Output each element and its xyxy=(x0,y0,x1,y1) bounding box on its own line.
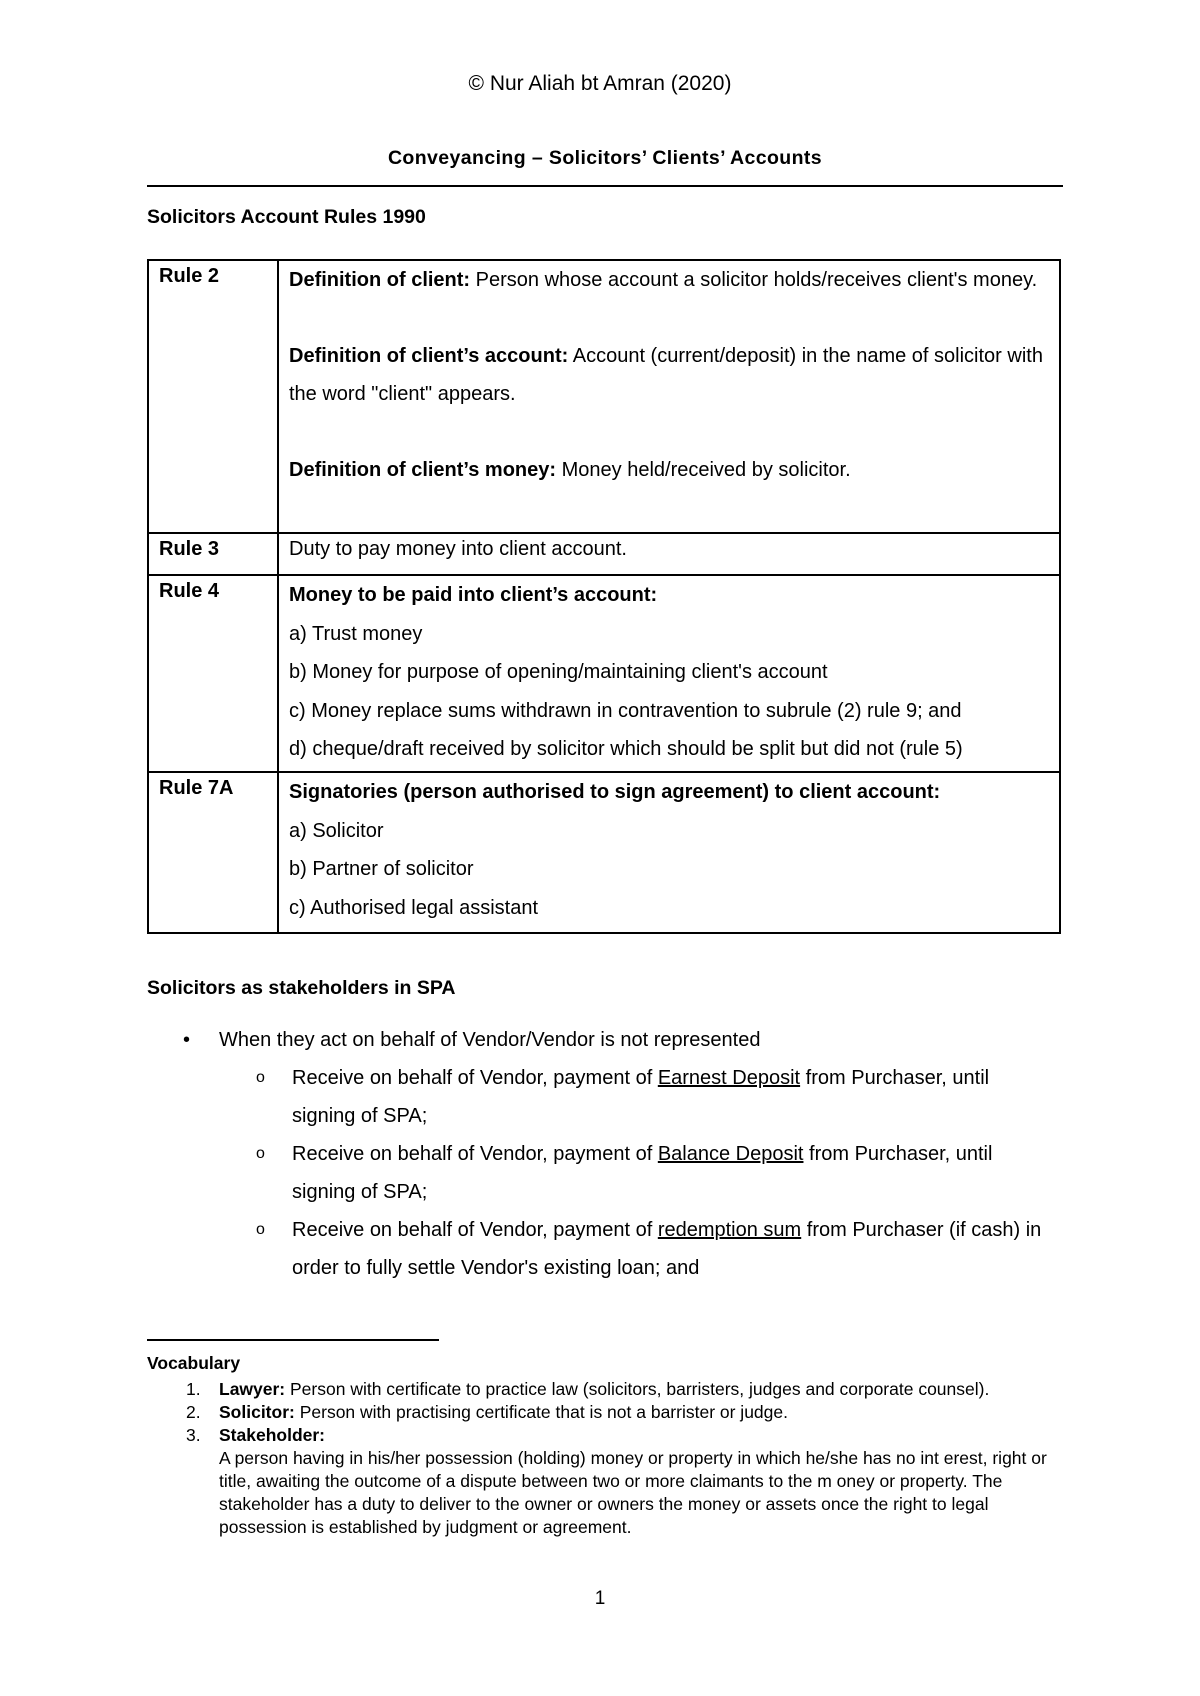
copyright-notice: © Nur Aliah bt Amran (2020) xyxy=(468,72,732,95)
list-item xyxy=(0,1378,1059,1401)
definition-client-account xyxy=(289,337,1053,413)
vocab-definition: Person with certificate to practice law (solicitors, barristers, judges and corporate counsel). xyxy=(285,1379,990,1399)
circle-bullet-icon: o xyxy=(256,1221,265,1238)
item-text: Receive on behalf of Vendor, payment of xyxy=(292,1143,658,1165)
definition-client xyxy=(289,261,1053,299)
list-item xyxy=(0,1059,1052,1135)
item-text: Receive on behalf of Vendor, payment of xyxy=(292,1219,658,1241)
vocabulary-title: Vocabulary xyxy=(147,1353,241,1373)
stakeholder-list xyxy=(0,1021,1052,1287)
vocab-term: Stakeholder: xyxy=(219,1425,325,1445)
vocab-term: Lawyer: xyxy=(219,1379,286,1399)
vocab-definition: A person having in his/her possession (holding) money or property in which he/she has no int erest, right or title, awaiting the outcome of a dispute between two or more claimants to the m oney or property. The stakeholder has a duty to deliver to the owner or owners the money or assets once the right to legal possession is established by judgment or agreement. xyxy=(219,1448,1047,1537)
vocabulary-list xyxy=(0,1378,1059,1539)
circle-bullet-icon: o xyxy=(256,1069,265,1086)
list-item: d) cheque/draft received by solicitor which should be split but did not (rule 5) xyxy=(289,738,963,760)
list-item: b) Partner of solicitor xyxy=(289,858,474,880)
rule-description: Duty to pay money into client account. xyxy=(278,533,1060,575)
definition-text: Person whose account a solicitor holds/receives client's money. xyxy=(470,269,1038,291)
list-item xyxy=(0,1021,1052,1059)
definition-text: Account (current/deposit) in the name of solicitor with the word "client" appears. xyxy=(289,345,1043,405)
list-item xyxy=(0,1424,1059,1539)
item-number: 3. xyxy=(186,1425,201,1445)
page-number: 1 xyxy=(594,1588,606,1609)
list-item: c) Money replace sums withdrawn in contravention to subrule (2) rule 9; and xyxy=(289,699,962,722)
definition-term: Definition of client’s money: xyxy=(289,459,557,481)
vocab-term: Solicitor: xyxy=(219,1402,295,1422)
list-item xyxy=(0,1135,1052,1211)
item-text: from Purchaser, until signing of SPA; xyxy=(292,1067,990,1127)
item-text: from Purchaser (if cash) in order to fully settle Vendor's existing loan; and xyxy=(292,1219,1042,1279)
rule-heading: Money to be paid into client’s account: xyxy=(289,584,658,606)
bullet-text: When they act on behalf of Vendor/Vendor is not represented xyxy=(219,1029,761,1051)
rule-description xyxy=(278,575,1060,772)
vocab-definition: Person with practising certificate that is not a barrister or judge. xyxy=(294,1402,788,1422)
item-number: 2. xyxy=(186,1402,201,1422)
list-item: c) Authorised legal assistant xyxy=(289,896,539,919)
list-item: a) Solicitor xyxy=(289,819,384,842)
rules-table xyxy=(147,259,1061,934)
footnote-divider xyxy=(147,1339,439,1341)
list-item xyxy=(0,1211,1052,1287)
title-divider xyxy=(147,185,1063,187)
page-title: Conveyancing – Solicitors’ Clients’ Accounts xyxy=(387,147,823,169)
rule-label: Rule 7A xyxy=(148,772,278,933)
list-item: b) Money for purpose of opening/maintaining client's account xyxy=(289,661,828,683)
rule-heading: Signatories (person authorised to sign agreement) to client account: xyxy=(289,781,941,803)
section-heading-stakeholders: Solicitors as stakeholders in SPA xyxy=(147,977,456,999)
table-row xyxy=(148,772,1060,933)
rule-label: Rule 2 xyxy=(148,260,278,533)
item-number: 1. xyxy=(186,1379,201,1399)
rule-description xyxy=(278,260,1060,533)
circle-bullet-icon: o xyxy=(256,1145,265,1162)
underlined-term: redemption sum xyxy=(657,1219,802,1241)
list-item: a) Trust money xyxy=(289,622,423,645)
item-text: from Purchaser, until signing of SPA; xyxy=(292,1143,993,1203)
item-text: Receive on behalf of Vendor, payment of xyxy=(292,1067,658,1089)
table-row xyxy=(148,260,1060,533)
rule-description xyxy=(278,772,1060,933)
definition-client-money xyxy=(289,451,1053,489)
definition-term: Definition of client: xyxy=(289,269,471,291)
underlined-term: Earnest Deposit xyxy=(657,1067,801,1089)
table-row xyxy=(148,533,1060,575)
bullet-icon: • xyxy=(183,1029,191,1051)
definition-text: Money held/received by solicitor. xyxy=(556,459,851,481)
table-row xyxy=(148,575,1060,772)
section-heading-account-rules: Solicitors Account Rules 1990 xyxy=(147,206,426,228)
definition-term: Definition of client’s account: xyxy=(289,345,569,367)
underlined-term: Balance Deposit xyxy=(657,1143,804,1165)
rule-label: Rule 4 xyxy=(148,575,278,772)
list-item xyxy=(0,1401,1059,1424)
rule-label: Rule 3 xyxy=(148,533,278,575)
